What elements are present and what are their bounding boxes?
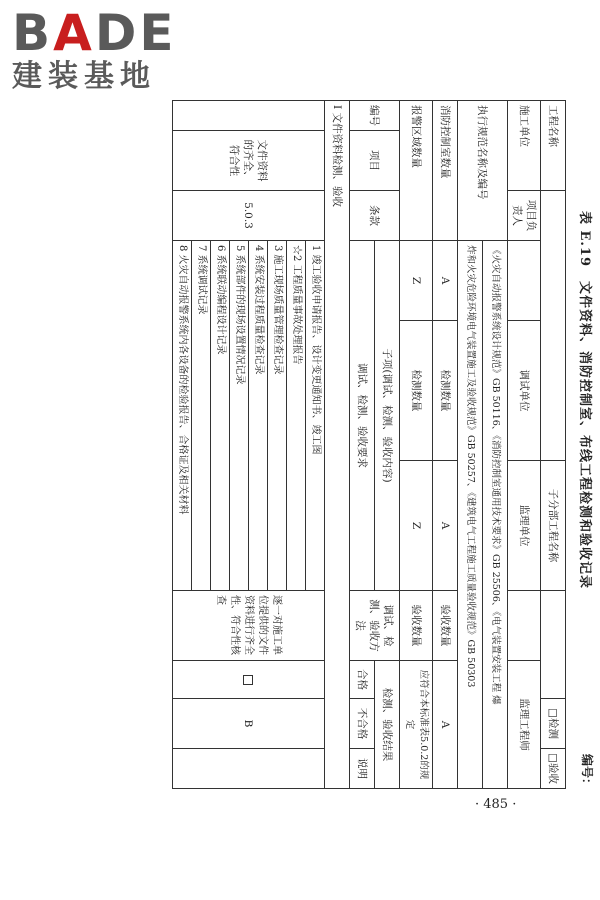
section-title: Ⅰ 文件资料检测、验收 — [325, 101, 350, 789]
column-note: 说明 — [350, 749, 375, 789]
record-table — [172, 100, 566, 789]
check-qty-label: 检测数量 — [433, 321, 458, 461]
column-pass: 合格 — [350, 661, 375, 699]
column-item: 项目 — [350, 131, 400, 191]
list-item: 1 竣工验收申请报告、设计变更通知书、竣工图 — [305, 241, 324, 590]
row-note — [173, 749, 325, 789]
list-item: 7 系统调试记录 — [191, 241, 210, 590]
list-item: 3 施工现场质量管理检查记录 — [267, 241, 286, 590]
check-option: □检测 — [541, 699, 566, 749]
column-serial: 编号 — [350, 101, 400, 131]
project-name-value — [541, 191, 566, 461]
control-room-value: A — [433, 241, 458, 321]
list-item: ☆2 工程质量事故处理报告 — [286, 241, 305, 590]
pass-checkbox[interactable] — [244, 675, 254, 685]
supervision-unit-value — [508, 591, 541, 661]
logo-chinese-text: 建装基地 — [12, 59, 156, 94]
accept-option: □验收 — [541, 749, 566, 789]
logo-latin-text: BADE — [12, 4, 177, 62]
rotated-page-content — [70, 100, 600, 800]
testing-unit-label: 调试单位 — [508, 321, 541, 461]
list-item: 8 火灾自动报警系统内各设备的检验报告、合格证及相关材料 — [177, 245, 188, 515]
accept-qty-value: A — [433, 661, 458, 789]
check-qty-label-2: 检测数量 — [400, 321, 433, 461]
alarm-area-value: Z — [400, 241, 433, 321]
accept-qty-label: 验收数量 — [433, 591, 458, 661]
standard-text-2: 炸和火灾危险环境电气装置施工及验收规范》GB 50257、《建筑电气工程施工质量验收规范》GB 50303 — [458, 241, 483, 789]
row-item: 文件资料的齐全、符合性 — [173, 131, 325, 191]
document-number-label: 编号： — [580, 753, 594, 790]
list-item: 4 系统安装过程质量检查记录 — [248, 241, 267, 590]
construction-unit-label: 施工单位 — [508, 101, 541, 191]
pass-checkbox-cell — [173, 661, 325, 699]
row-method: 逐一对施工单位提供的文件资料进行齐全性、符合性核查 — [173, 591, 325, 661]
project-lead-value — [508, 241, 541, 321]
project-lead-label: 项目负责人 — [508, 191, 541, 241]
row-clause: 5.0.3 — [173, 191, 325, 241]
brand-logo — [12, 4, 177, 94]
control-room-count-label: 消防控制室数量 — [433, 101, 458, 241]
list-item: 5 系统部件的现场设置情况记录 — [229, 241, 248, 590]
column-requirement: 调试、检测、验收要求 — [350, 241, 375, 591]
sub-item-list — [173, 241, 325, 591]
column-clause: 条款 — [350, 191, 400, 241]
column-result: 检测、验收结果 — [375, 661, 400, 789]
accept-qty-note: 应符合本标准表5.0.2的规定 — [400, 661, 433, 789]
standard-text-1: 《火灾自动报警系统设计规范》GB 50116、《消防控制室通用技术要求》GB 25506、《电气装置安装工程 爆 — [483, 241, 508, 789]
project-name-label: 工程名称 — [541, 101, 566, 191]
column-method: 调试、检测、验收方法 — [350, 591, 400, 661]
page-number: · 485 · — [475, 797, 517, 812]
alarm-area-count-label: 报警区域数量 — [400, 101, 433, 241]
document-title: 表 E.19 文件资料、消防控制室、布线工程检测和验收记录 — [577, 210, 592, 590]
column-fail: 不合格 — [350, 699, 375, 749]
standard-label: 执行规范名称及编号 — [458, 101, 508, 241]
subproject-value — [541, 591, 566, 699]
accept-qty-label-2: 验收数量 — [400, 591, 433, 661]
check-qty-value: A — [433, 461, 458, 591]
supervision-unit-label: 监理单位 — [508, 461, 541, 591]
column-sub-item: 子项(调试、检测、验收内容) — [375, 241, 400, 591]
subproject-label: 子分部工程名称 — [541, 461, 566, 591]
supervising-engineer-label: 监理工程师 — [508, 661, 541, 789]
row-serial — [173, 101, 325, 131]
list-item: 6 系统联动编程设计记录 — [210, 241, 229, 590]
row-grade: B — [173, 699, 325, 749]
check-qty-value-2: Z — [400, 461, 433, 591]
